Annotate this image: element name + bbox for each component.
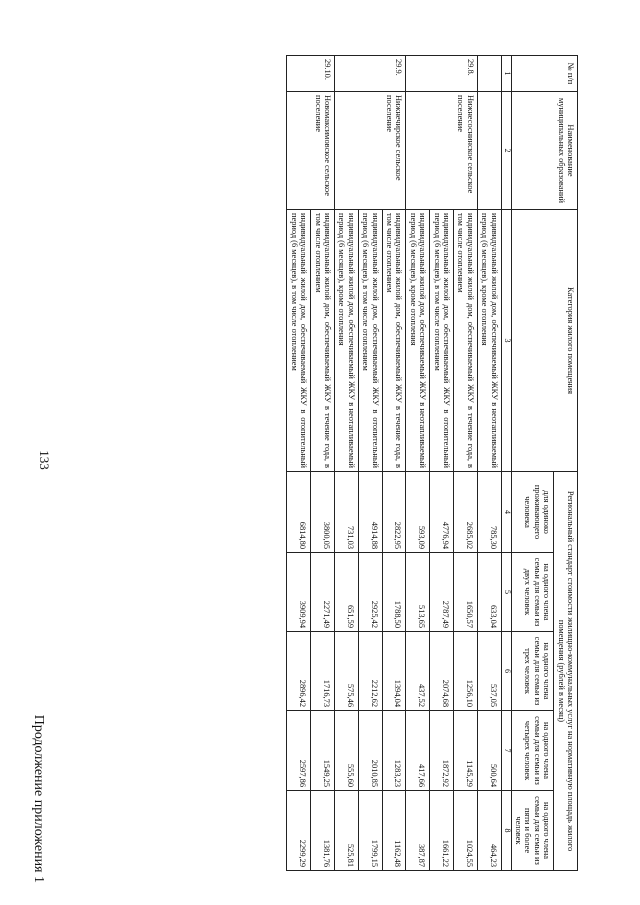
subheader-cell: на одного члена семьи для семьи из трех человек — [511, 632, 554, 711]
row-category: индивидуальный жилой дом, обеспечиваемый ЖКУ в неотапливаемый период (6 месяцев), кроме отопления — [477, 210, 501, 472]
row-name: Нижнесоснинское сельское поселение — [406, 92, 477, 210]
row-value: 513,65 — [406, 553, 430, 632]
row-value: 537,05 — [477, 632, 501, 711]
column-number: 2 — [501, 92, 511, 210]
row-num: 29.9. — [334, 56, 405, 92]
row-value: 1799,15 — [358, 791, 382, 871]
column-number: 4 — [501, 472, 511, 553]
row-value: 387,87 — [406, 791, 430, 871]
standards-table — [286, 55, 578, 871]
table-row — [477, 56, 501, 871]
row-value: 2299,29 — [287, 791, 311, 871]
header-group: Региональный стандарт стоимости жилищно-коммунальных услуг на нормативную площадь жилого помещения (рублей в месяц) — [554, 472, 578, 871]
row-value: 1661,22 — [430, 791, 454, 871]
row-value: 1024,55 — [453, 791, 477, 871]
column-number: 3 — [501, 210, 511, 472]
row-value: 633,04 — [477, 553, 501, 632]
row-value: 651,59 — [334, 553, 358, 632]
row-value: 3909,94 — [287, 553, 311, 632]
row-value: 1394,04 — [382, 632, 406, 711]
row-name: Нижнечирское сельское поселение — [334, 92, 405, 210]
column-number: 7 — [501, 711, 511, 791]
row-category: индивидуальный жилой дом, обеспечиваемый ЖКУ в отопительный период (6 месяцев), в том числе отоплением — [358, 210, 382, 472]
row-value: 555,60 — [334, 711, 358, 791]
row-value: 437,52 — [406, 632, 430, 711]
row-value: 500,64 — [477, 711, 501, 791]
row-value: 2074,68 — [430, 632, 454, 711]
header-category: Категория жилого помещения — [511, 210, 577, 472]
row-value: 1788,50 — [382, 553, 406, 632]
continuation-label: Продолжение приложения 1 — [31, 714, 46, 883]
row-value: 785,30 — [477, 472, 501, 553]
row-category: индивидуальный жилой дом, обеспечиваемый ЖКУ в течение года, в том числе отоплением — [453, 210, 477, 472]
row-value: 2822,95 — [382, 472, 406, 553]
row-value: 575,46 — [334, 632, 358, 711]
row-category: индивидуальный жилой дом, обеспечиваемый ЖКУ в неотапливаемый период (6 месяцев), кроме отопления — [334, 210, 358, 472]
row-category: индивидуальный жилой дом, обеспечиваемый ЖКУ в отопительный период (6 месяцев), в том числе отоплением — [287, 210, 311, 472]
row-value: 1256,10 — [453, 632, 477, 711]
row-value: 3800,05 — [311, 472, 335, 553]
row-value: 1650,57 — [453, 553, 477, 632]
row-value: 2212,62 — [358, 632, 382, 711]
header-row — [554, 56, 578, 871]
row-value: 1381,76 — [311, 791, 335, 871]
row-name: Новомаксимовское сельское поселение — [287, 92, 335, 210]
row-value: 593,09 — [406, 472, 430, 553]
row-value: 525,81 — [334, 791, 358, 871]
row-value: 2597,86 — [287, 711, 311, 791]
header-name: Наименование муниципальных образований — [511, 92, 577, 210]
row-name — [477, 92, 501, 210]
row-category: индивидуальный жилой дом, обеспечиваемый ЖКУ в течение года, в том числе отоплением — [311, 210, 335, 472]
row-value: 731,03 — [334, 472, 358, 553]
row-value: 1716,73 — [311, 632, 335, 711]
page-number: 133 — [37, 450, 52, 470]
header-num: № п/п — [511, 56, 577, 92]
row-value: 1283,23 — [382, 711, 406, 791]
row-value: 417,66 — [406, 711, 430, 791]
row-value: 1162,48 — [382, 791, 406, 871]
row-num — [477, 56, 501, 92]
row-value: 1549,25 — [311, 711, 335, 791]
subheader-cell: для одиноко проживающего человека — [511, 472, 554, 553]
column-number: 6 — [501, 632, 511, 711]
subheader-cell: на одного члена семьи для семьи из пяти и более человек — [511, 791, 554, 871]
row-value: 4914,88 — [358, 472, 382, 553]
subheader-cell: на одного члена семьи для семьи из двух человек — [511, 553, 554, 632]
table-row — [311, 56, 335, 871]
row-value: 464,23 — [477, 791, 501, 871]
row-category: индивидуальный жилой дом, обеспечиваемый ЖКУ в отопительный период (6 месяцев), в том числе отоплением — [430, 210, 454, 472]
column-number: 8 — [501, 791, 511, 871]
column-number: 5 — [501, 553, 511, 632]
table-row — [453, 56, 477, 871]
row-value: 2685,02 — [453, 472, 477, 553]
row-num: 29.10. — [287, 56, 335, 92]
row-value: 6814,80 — [287, 472, 311, 553]
row-value: 1872,92 — [430, 711, 454, 791]
row-num: 29.8. — [406, 56, 477, 92]
row-value: 2896,42 — [287, 632, 311, 711]
row-value: 1145,29 — [453, 711, 477, 791]
subheader-cell: на одного члена семьи для семьи из четырех человек — [511, 711, 554, 791]
row-value: 4776,94 — [430, 472, 454, 553]
row-category: индивидуальный жилой дом, обеспечиваемый ЖКУ в неотапливаемый период (6 месяцев), кроме отопления — [406, 210, 430, 472]
column-number: 1 — [501, 56, 511, 92]
row-category: индивидуальный жилой дом, обеспечиваемый ЖКУ в течение года, в том числе отоплением — [382, 210, 406, 472]
table-row — [382, 56, 406, 871]
column-number-row — [501, 56, 511, 871]
row-value: 2010,85 — [358, 711, 382, 791]
row-value: 2925,42 — [358, 553, 382, 632]
row-value: 2787,49 — [430, 553, 454, 632]
row-value: 2271,49 — [311, 553, 335, 632]
